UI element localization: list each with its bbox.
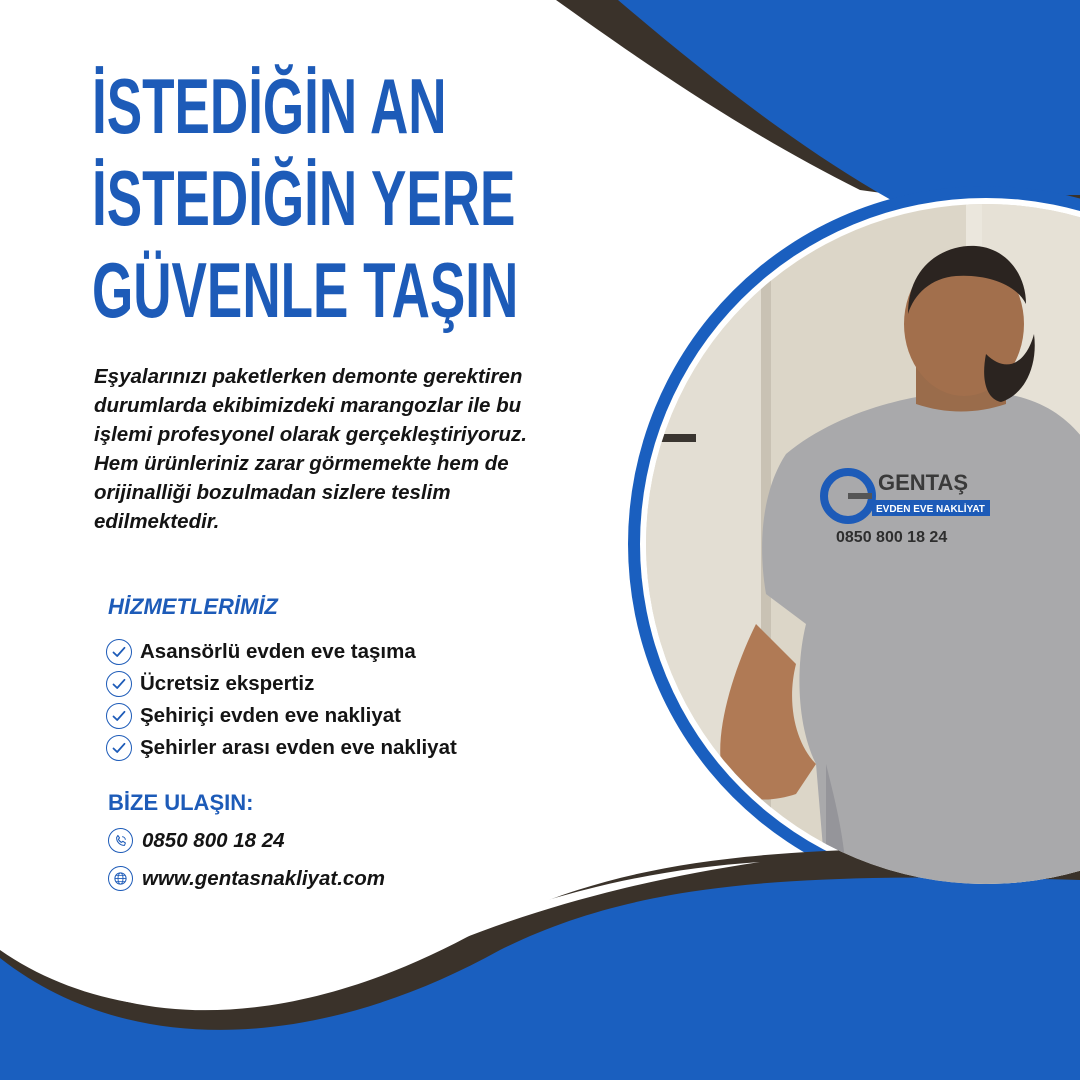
- service-label: Şehiriçi evden eve nakliyat: [140, 704, 401, 727]
- service-item: [106, 732, 457, 764]
- top-blue-wave: [618, 0, 1080, 205]
- services-list: [106, 636, 457, 764]
- headline-line-3: GÜVENLE TAŞIN: [92, 246, 519, 334]
- description: Eşyalarınızı paketlerken demonte gerektiren durumlarda ekibimizdeki marangozlar ile bu işlemi profesyonel olarak gerçekleştiriyoruz. Hem ürünleriniz zarar görmemekte hem de orijinalliği bozulmadan sizlere teslim edilmektedir.: [94, 365, 527, 533]
- service-label: Asansörlü evden eve taşıma: [140, 640, 416, 663]
- services-title: HİZMETLERİMİZ: [108, 594, 278, 619]
- website-url: www.gentasnakliyat.com: [142, 866, 386, 890]
- service-item: [106, 668, 457, 700]
- shirt-brand: GENTAŞ: [878, 470, 969, 495]
- service-label: Ücretsiz ekspertiz: [140, 672, 315, 695]
- check-circle-icon: [106, 735, 132, 761]
- phone-number: 0850 800 18 24: [142, 828, 285, 852]
- globe-icon: [108, 866, 133, 891]
- headline-line-1: İSTEDİĞİN AN: [92, 62, 447, 150]
- phone-icon: [108, 828, 133, 853]
- service-label: Şehirler arası evden eve nakliyat: [140, 736, 457, 759]
- contact-title: BİZE ULAŞIN:: [108, 790, 254, 815]
- check-circle-icon: [106, 671, 132, 697]
- service-item: [106, 636, 457, 668]
- check-circle-icon: [106, 639, 132, 665]
- headline: [92, 60, 518, 336]
- shirt-tagline: EVDEN EVE NAKLİYAT: [876, 504, 985, 515]
- phone-link[interactable]: [108, 828, 285, 853]
- check-circle-icon: [106, 703, 132, 729]
- shirt-phone: 0850 800 18 24: [836, 529, 948, 546]
- service-item: [106, 700, 457, 732]
- headline-line-2: İSTEDİĞİN YERE: [92, 154, 516, 242]
- website-link[interactable]: [108, 866, 385, 891]
